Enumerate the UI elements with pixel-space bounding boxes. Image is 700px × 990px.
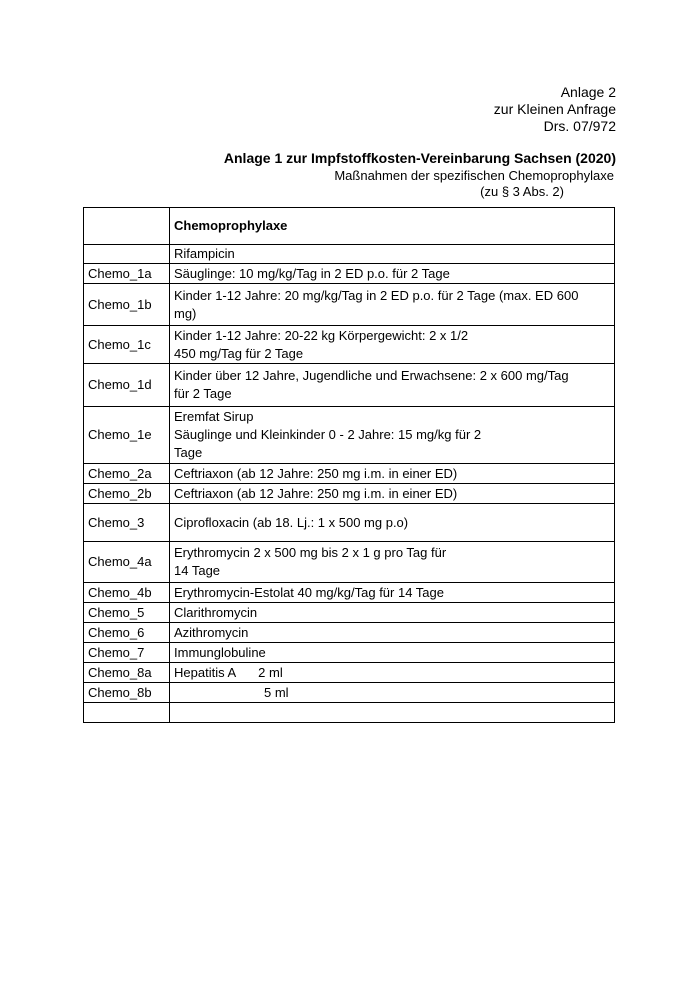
table-cell-empty — [170, 703, 615, 723]
row-code: Chemo_4b — [84, 583, 170, 603]
group-label-rifampicin: Rifampicin — [170, 245, 615, 264]
row-description-line: 450 mg/Tag für 2 Tage — [174, 345, 304, 361]
row-description-line: Kinder 1-12 Jahre: 20-22 kg Körpergewicht: 2 x 1/2 — [174, 327, 469, 343]
row-description-line: Erythromycin 2 x 500 mg bis 2 x 1 g pro Tag für — [174, 545, 447, 560]
row-description-line: Kinder über 12 Jahre, Jugendliche und Erwachsene: 2 x 600 mg/Tag — [174, 368, 569, 383]
row-description: Azithromycin — [170, 623, 615, 643]
row-description-line: 14 Tage — [174, 563, 221, 578]
row-code: Chemo_6 — [84, 623, 170, 643]
row-code: Chemo_4a — [84, 542, 170, 583]
row-code: Chemo_2a — [84, 464, 170, 484]
row-description — [170, 364, 615, 407]
row-description-line: mg) — [174, 305, 197, 321]
row-code: Chemo_1d — [84, 364, 170, 407]
table-row — [84, 284, 615, 326]
table-row — [84, 407, 615, 464]
table-heading: Chemoprophylaxe — [170, 208, 615, 245]
row-amount: 5 ml — [264, 684, 289, 700]
table-cell-empty — [84, 703, 170, 723]
row-description: Säuglinge: 10 mg/kg/Tag in 2 ED p.o. für 2 Tage — [170, 264, 615, 284]
row-description: Clarithromycin — [170, 603, 615, 623]
table-row — [84, 643, 615, 663]
row-code: Chemo_1e — [84, 407, 170, 464]
table-row — [84, 264, 615, 284]
row-code: Chemo_5 — [84, 603, 170, 623]
row-description: Ciprofloxacin (ab 18. Lj.: 1 x 500 mg p.o) — [170, 504, 615, 542]
table-row — [84, 603, 615, 623]
table-row — [84, 504, 615, 542]
header-annex-line: Anlage 2 — [560, 84, 616, 100]
row-description: Ceftriaxon (ab 12 Jahre: 250 mg i.m. in einer ED) — [170, 484, 615, 504]
table-cell-empty — [84, 245, 170, 264]
row-description-line: Säuglinge und Kleinkinder 0 - 2 Jahre: 15 mg/kg für 2 — [174, 427, 482, 442]
table-row — [84, 663, 615, 683]
table-row — [84, 623, 615, 643]
row-description — [170, 542, 615, 583]
table-row — [84, 464, 615, 484]
document-subtitle: Maßnahmen der spezifischen Chemoprophylaxe — [334, 168, 614, 183]
row-description: Erythromycin-Estolat 40 mg/kg/Tag für 14 Tage — [170, 583, 615, 603]
section-reference: (zu § 3 Abs. 2) — [480, 184, 564, 199]
row-description-line: für 2 Tage — [174, 386, 232, 401]
row-code: Chemo_3 — [84, 504, 170, 542]
row-description-text: Hepatitis A — [174, 664, 237, 680]
row-amount: 2 ml — [258, 664, 283, 680]
row-code: Chemo_8b — [84, 683, 170, 703]
row-code: Chemo_1a — [84, 264, 170, 284]
row-description — [170, 284, 615, 326]
chemoprophylaxis-table — [83, 207, 615, 723]
table-row — [84, 683, 615, 703]
row-description — [170, 326, 615, 364]
row-description — [170, 683, 615, 703]
row-description-line: Eremfat Sirup — [174, 409, 254, 424]
row-description-line: Kinder 1-12 Jahre: 20 mg/kg/Tag in 2 ED p.o. für 2 Tage (max. ED 600 — [174, 287, 579, 303]
header-drs-line: Drs. 07/972 — [543, 118, 616, 134]
row-code: Chemo_1c — [84, 326, 170, 364]
row-code: Chemo_7 — [84, 643, 170, 663]
row-description-line: Tage — [174, 445, 203, 460]
table-group-row — [84, 245, 615, 264]
table-header-row — [84, 208, 615, 245]
document-title: Anlage 1 zur Impfstoffkosten-Vereinbarung Sachsen (2020) — [223, 150, 616, 166]
table-row — [84, 583, 615, 603]
table-row — [84, 326, 615, 364]
row-description: Ceftriaxon (ab 12 Jahre: 250 mg i.m. in einer ED) — [170, 464, 615, 484]
header-inquiry-line: zur Kleinen Anfrage — [493, 101, 616, 117]
row-code: Chemo_8a — [84, 663, 170, 683]
table-row-empty — [84, 703, 615, 723]
table-cell-empty — [84, 208, 170, 245]
row-description — [170, 407, 615, 464]
table-row — [84, 484, 615, 504]
table-row — [84, 542, 615, 583]
row-description — [170, 663, 615, 683]
table-row — [84, 364, 615, 407]
row-description: Immunglobuline — [170, 643, 615, 663]
row-code: Chemo_2b — [84, 484, 170, 504]
row-code: Chemo_1b — [84, 284, 170, 326]
